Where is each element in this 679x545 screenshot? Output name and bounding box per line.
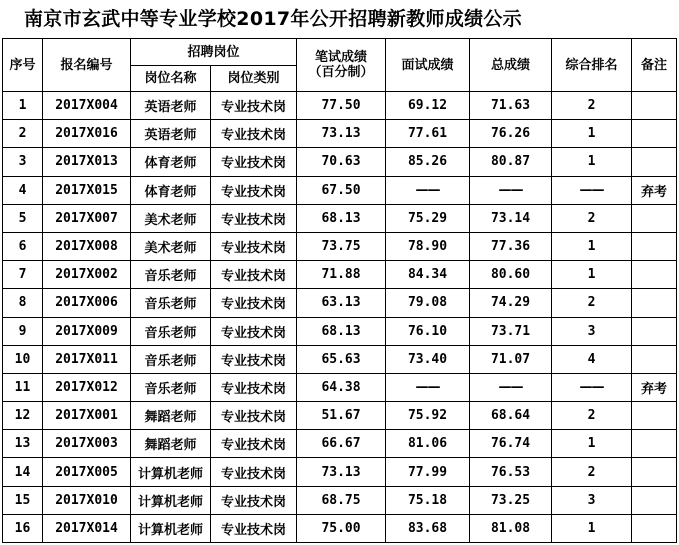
cell-reg-no: 2017X012 [43, 373, 131, 401]
cell-interview: 76.10 [386, 317, 470, 345]
cell-total: 76.74 [470, 430, 552, 458]
table-body [3, 92, 677, 543]
cell-position-type: 专业技术岗 [211, 204, 297, 232]
table-row [3, 458, 677, 486]
table-row [3, 261, 677, 289]
cell-reg-no: 2017X007 [43, 204, 131, 232]
cell-written: 65.63 [297, 345, 386, 373]
cell-seq: 9 [3, 317, 43, 345]
cell-total: 71.07 [470, 345, 552, 373]
cell-position-name: 音乐老师 [131, 289, 211, 317]
table-row [3, 289, 677, 317]
col-header-written-line2: （百分制） [308, 65, 374, 80]
cell-written: 77.50 [297, 92, 386, 120]
cell-note [632, 289, 677, 317]
table-row [3, 120, 677, 148]
cell-note [632, 430, 677, 458]
cell-total: 73.25 [470, 486, 552, 514]
cell-interview: 75.18 [386, 486, 470, 514]
cell-note [632, 261, 677, 289]
cell-seq: 7 [3, 261, 43, 289]
cell-written: 75.00 [297, 514, 386, 542]
table-row [3, 430, 677, 458]
cell-position-type: 专业技术岗 [211, 92, 297, 120]
cell-note [632, 204, 677, 232]
cell-position-type: 专业技术岗 [211, 120, 297, 148]
cell-position-type: 专业技术岗 [211, 514, 297, 542]
cell-position-name: 美术老师 [131, 204, 211, 232]
cell-written: 51.67 [297, 402, 386, 430]
table-row [3, 402, 677, 430]
cell-reg-no: 2017X006 [43, 289, 131, 317]
cell-reg-no: 2017X016 [43, 120, 131, 148]
cell-total: —— [470, 373, 552, 401]
table-row [3, 232, 677, 260]
cell-position-name: 计算机老师 [131, 458, 211, 486]
cell-written: 73.75 [297, 232, 386, 260]
cell-seq: 16 [3, 514, 43, 542]
col-header-position-type: 岗位类别 [211, 66, 297, 92]
cell-position-type: 专业技术岗 [211, 458, 297, 486]
cell-reg-no: 2017X009 [43, 317, 131, 345]
cell-interview: 78.90 [386, 232, 470, 260]
cell-position-type: 专业技术岗 [211, 317, 297, 345]
cell-rank: —— [552, 373, 632, 401]
cell-written: 70.63 [297, 148, 386, 176]
cell-total: 77.36 [470, 232, 552, 260]
cell-position-type: 专业技术岗 [211, 176, 297, 204]
col-header-position-name: 岗位名称 [131, 66, 211, 92]
cell-seq: 2 [3, 120, 43, 148]
cell-written: 67.50 [297, 176, 386, 204]
cell-reg-no: 2017X014 [43, 514, 131, 542]
cell-position-type: 专业技术岗 [211, 402, 297, 430]
col-header-interview: 面试成绩 [386, 39, 470, 92]
col-header-written-line1: 笔试成绩 [315, 50, 368, 65]
cell-note [632, 148, 677, 176]
cell-seq: 13 [3, 430, 43, 458]
cell-seq: 15 [3, 486, 43, 514]
cell-written: 73.13 [297, 458, 386, 486]
cell-position-name: 音乐老师 [131, 345, 211, 373]
cell-interview: 77.99 [386, 458, 470, 486]
cell-note: 弃考 [632, 373, 677, 401]
cell-position-name: 体育老师 [131, 148, 211, 176]
cell-rank: 1 [552, 120, 632, 148]
cell-written: 66.67 [297, 430, 386, 458]
cell-total: 81.08 [470, 514, 552, 542]
cell-interview: 85.26 [386, 148, 470, 176]
cell-reg-no: 2017X010 [43, 486, 131, 514]
cell-position-name: 计算机老师 [131, 514, 211, 542]
table-row [3, 345, 677, 373]
col-header-written [297, 39, 386, 92]
cell-position-name: 音乐老师 [131, 317, 211, 345]
cell-note [632, 92, 677, 120]
cell-total: 73.71 [470, 317, 552, 345]
cell-interview: —— [386, 373, 470, 401]
cell-interview: —— [386, 176, 470, 204]
table-row [3, 148, 677, 176]
cell-total: 68.64 [470, 402, 552, 430]
cell-reg-no: 2017X008 [43, 232, 131, 260]
cell-position-name: 音乐老师 [131, 261, 211, 289]
cell-total: 80.87 [470, 148, 552, 176]
cell-seq: 8 [3, 289, 43, 317]
table-row [3, 373, 677, 401]
cell-position-name: 音乐老师 [131, 373, 211, 401]
table-row [3, 92, 677, 120]
cell-position-type: 专业技术岗 [211, 373, 297, 401]
cell-position-type: 专业技术岗 [211, 345, 297, 373]
col-header-total: 总成绩 [470, 39, 552, 92]
cell-written: 63.13 [297, 289, 386, 317]
cell-position-name: 英语老师 [131, 120, 211, 148]
cell-reg-no: 2017X002 [43, 261, 131, 289]
cell-reg-no: 2017X001 [43, 402, 131, 430]
cell-interview: 69.12 [386, 92, 470, 120]
cell-interview: 79.08 [386, 289, 470, 317]
cell-note: 弃考 [632, 176, 677, 204]
cell-written: 68.13 [297, 317, 386, 345]
table-row [3, 514, 677, 542]
cell-total: 76.26 [470, 120, 552, 148]
cell-rank: 3 [552, 486, 632, 514]
cell-interview: 77.61 [386, 120, 470, 148]
table-row [3, 176, 677, 204]
cell-interview: 83.68 [386, 514, 470, 542]
results-table [2, 38, 677, 543]
cell-seq: 1 [3, 92, 43, 120]
cell-total: 80.60 [470, 261, 552, 289]
cell-interview: 81.06 [386, 430, 470, 458]
cell-rank: 1 [552, 514, 632, 542]
cell-rank: 1 [552, 148, 632, 176]
cell-reg-no: 2017X011 [43, 345, 131, 373]
cell-written: 71.88 [297, 261, 386, 289]
col-header-note: 备注 [632, 39, 677, 92]
cell-note [632, 458, 677, 486]
cell-position-type: 专业技术岗 [211, 261, 297, 289]
cell-position-type: 专业技术岗 [211, 232, 297, 260]
cell-rank: 2 [552, 289, 632, 317]
cell-interview: 75.29 [386, 204, 470, 232]
cell-seq: 3 [3, 148, 43, 176]
cell-rank: 2 [552, 458, 632, 486]
col-header-reg-no: 报名编号 [43, 39, 131, 92]
cell-written: 68.13 [297, 204, 386, 232]
cell-written: 68.75 [297, 486, 386, 514]
cell-written: 73.13 [297, 120, 386, 148]
cell-total: 71.63 [470, 92, 552, 120]
cell-note [632, 120, 677, 148]
col-header-rank: 综合排名 [552, 39, 632, 92]
cell-note [632, 514, 677, 542]
page-title: 南京市玄武中等专业学校2017年公开招聘新教师成绩公示 [24, 8, 522, 30]
col-header-seq: 序号 [3, 39, 43, 92]
cell-note [632, 402, 677, 430]
cell-note [632, 345, 677, 373]
table-row [3, 317, 677, 345]
col-header-position-group: 招聘岗位 [131, 39, 297, 66]
cell-rank: 2 [552, 402, 632, 430]
table-row [3, 204, 677, 232]
cell-position-name: 舞蹈老师 [131, 430, 211, 458]
cell-seq: 11 [3, 373, 43, 401]
cell-position-name: 体育老师 [131, 176, 211, 204]
cell-total: 73.14 [470, 204, 552, 232]
cell-reg-no: 2017X003 [43, 430, 131, 458]
cell-total: —— [470, 176, 552, 204]
cell-rank: —— [552, 176, 632, 204]
cell-reg-no: 2017X005 [43, 458, 131, 486]
cell-note [632, 232, 677, 260]
cell-note [632, 317, 677, 345]
cell-position-type: 专业技术岗 [211, 486, 297, 514]
cell-note [632, 486, 677, 514]
cell-seq: 4 [3, 176, 43, 204]
cell-total: 76.53 [470, 458, 552, 486]
cell-position-type: 专业技术岗 [211, 148, 297, 176]
cell-reg-no: 2017X015 [43, 176, 131, 204]
cell-written: 64.38 [297, 373, 386, 401]
cell-rank: 1 [552, 261, 632, 289]
cell-rank: 1 [552, 430, 632, 458]
table-row [3, 486, 677, 514]
cell-interview: 84.34 [386, 261, 470, 289]
cell-position-name: 舞蹈老师 [131, 402, 211, 430]
cell-position-type: 专业技术岗 [211, 289, 297, 317]
header-row [3, 39, 677, 66]
cell-rank: 3 [552, 317, 632, 345]
cell-rank: 4 [552, 345, 632, 373]
cell-position-name: 英语老师 [131, 92, 211, 120]
cell-total: 74.29 [470, 289, 552, 317]
cell-seq: 12 [3, 402, 43, 430]
cell-position-name: 美术老师 [131, 232, 211, 260]
cell-interview: 73.40 [386, 345, 470, 373]
cell-seq: 10 [3, 345, 43, 373]
cell-rank: 2 [552, 204, 632, 232]
cell-reg-no: 2017X004 [43, 92, 131, 120]
cell-reg-no: 2017X013 [43, 148, 131, 176]
cell-position-type: 专业技术岗 [211, 430, 297, 458]
cell-rank: 2 [552, 92, 632, 120]
cell-seq: 6 [3, 232, 43, 260]
cell-seq: 14 [3, 458, 43, 486]
cell-rank: 1 [552, 232, 632, 260]
cell-position-name: 计算机老师 [131, 486, 211, 514]
cell-interview: 75.92 [386, 402, 470, 430]
cell-seq: 5 [3, 204, 43, 232]
